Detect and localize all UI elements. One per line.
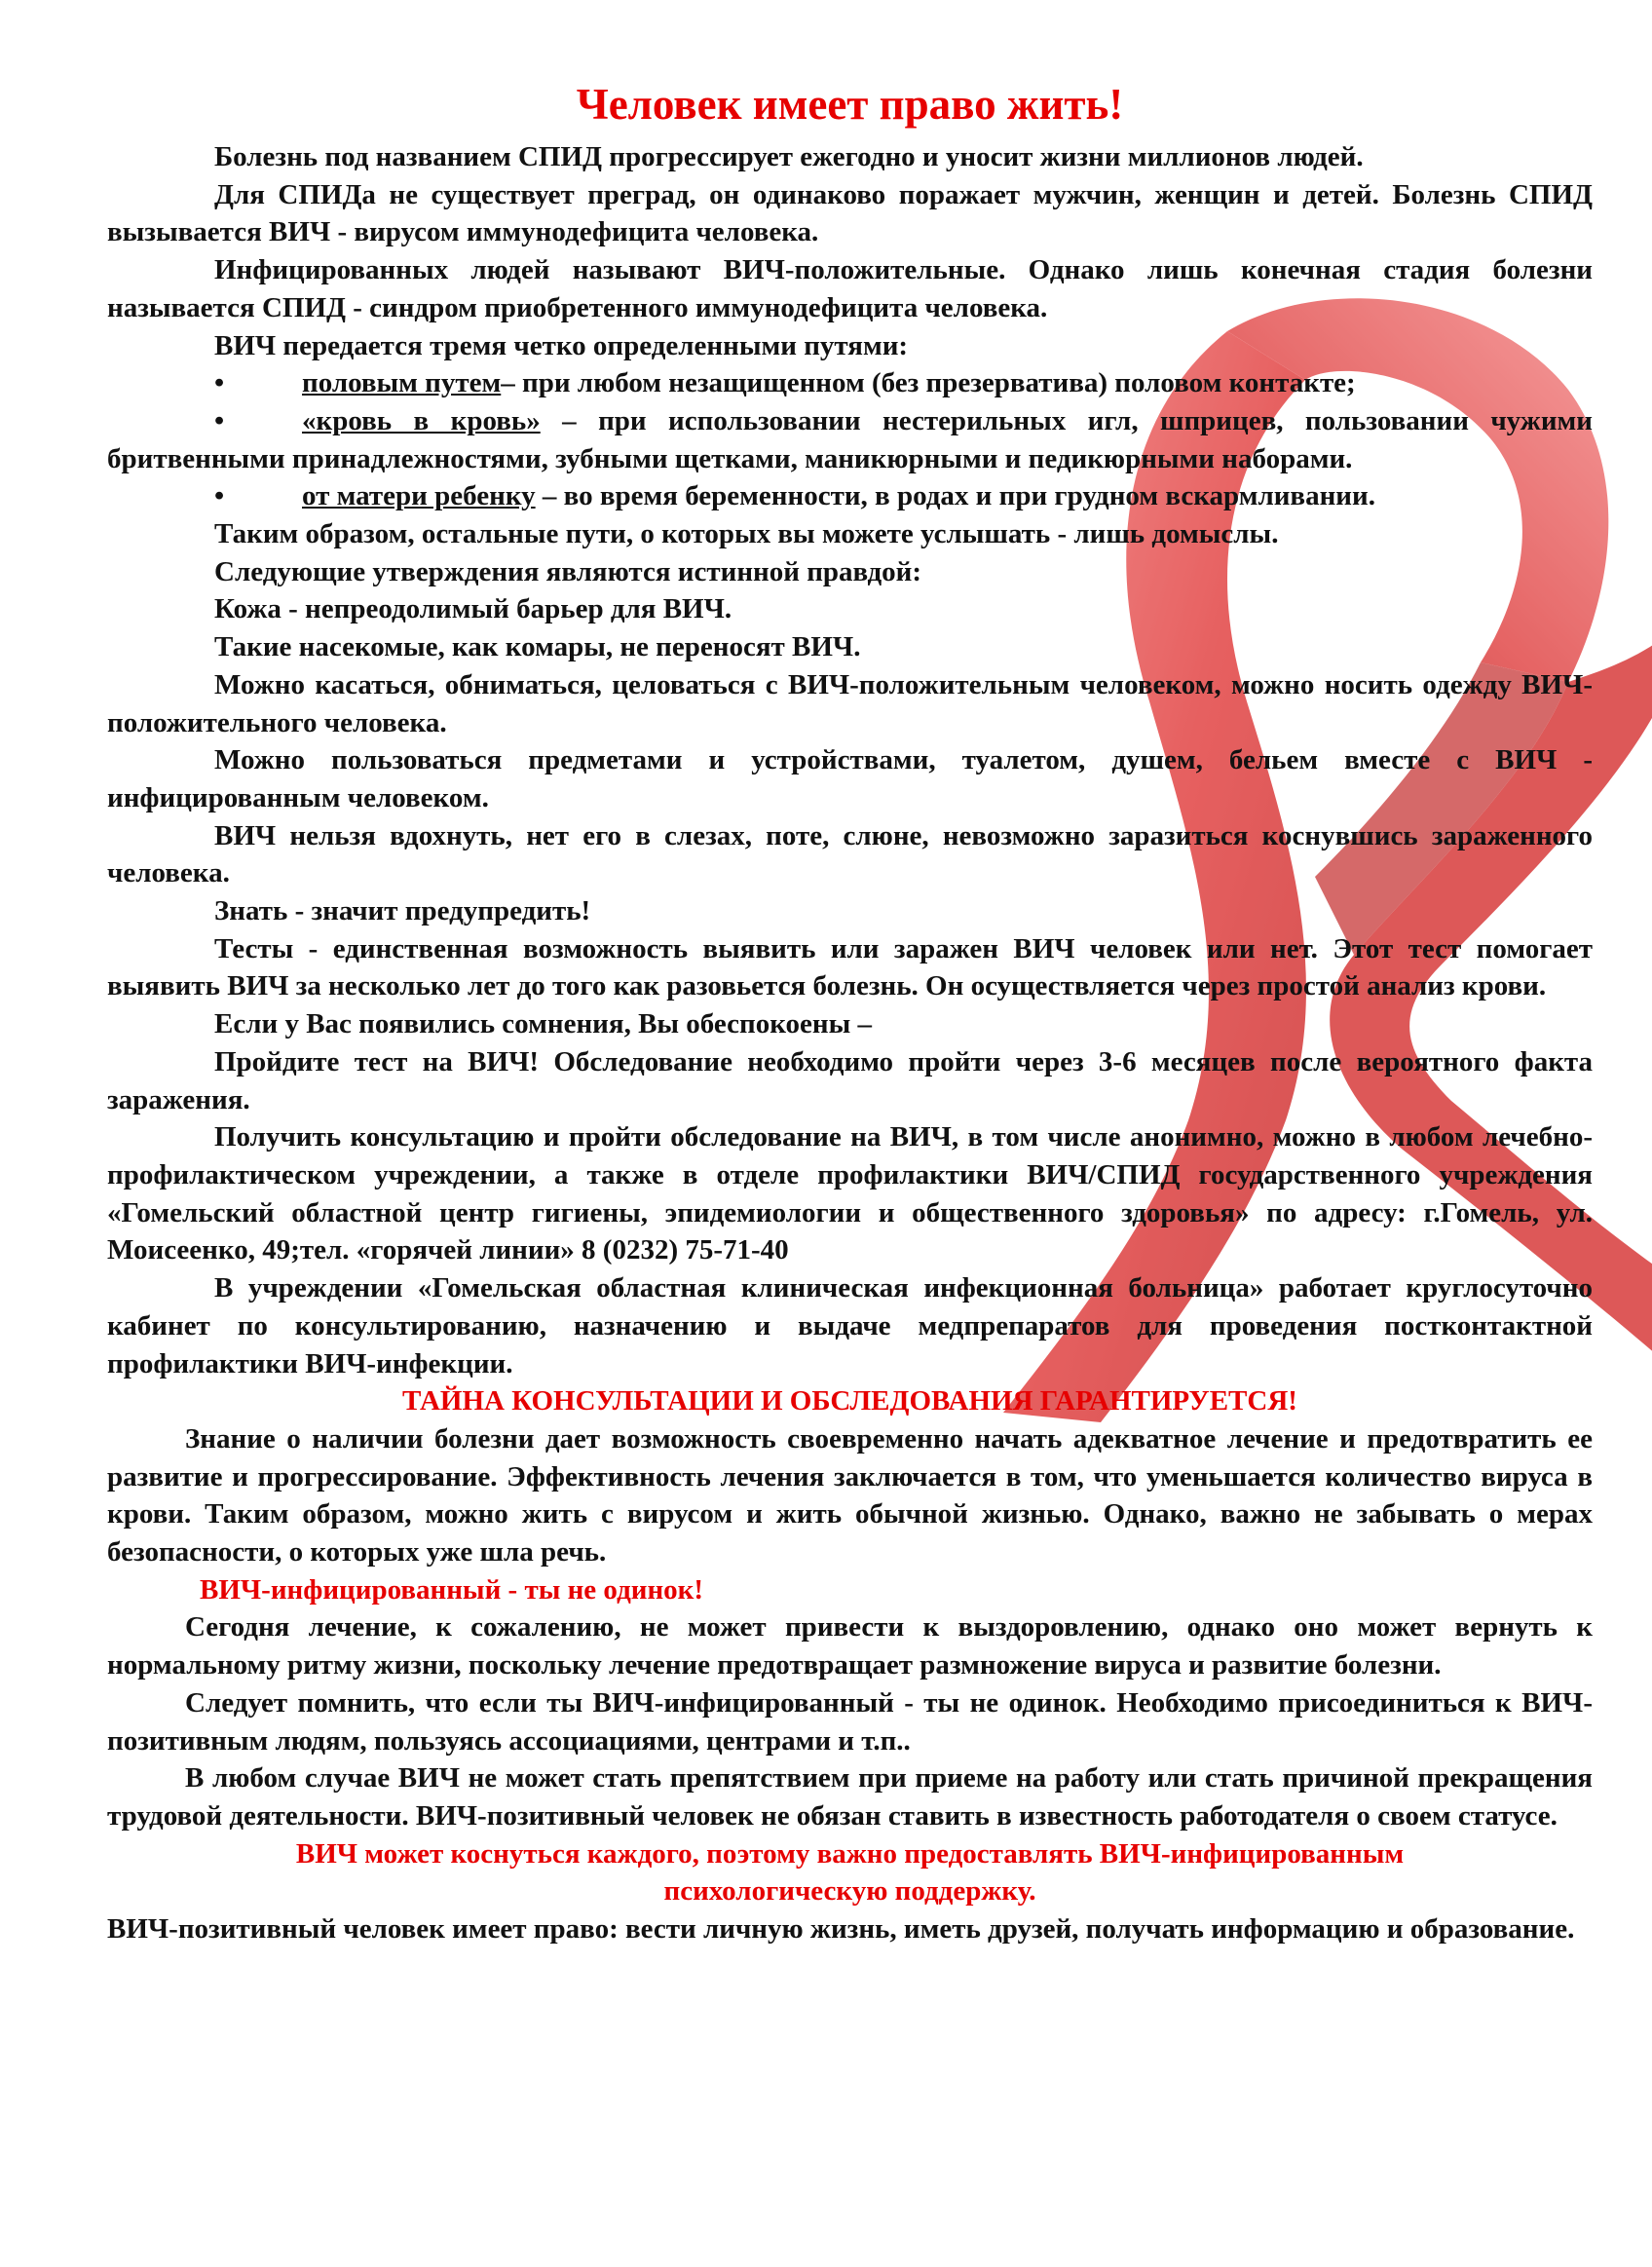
bullet-icon: •	[214, 367, 225, 399]
paragraph: ВИЧ нельзя вдохнуть, нет его в слезах, поте, слюне, невозможно заразиться коснувшись зараженного человека.	[107, 819, 1593, 889]
list-item	[107, 364, 1593, 402]
paragraph: Следует помнить, что если ты ВИЧ-инфицированный - ты не одинок. Необходимо присоединиться к ВИЧ-позитивным людям, пользуясь ассоциациями, центрами и т.п..	[107, 1686, 1593, 1757]
paragraph: Следующие утверждения являются истинной правдой:	[214, 555, 922, 587]
flyer-page	[107, 76, 1593, 1948]
page-title: Человек имеет право жить!	[576, 80, 1124, 129]
paragraph: Болезнь под названием СПИД прогрессирует ежегодно и уносит жизни миллионов людей.	[214, 141, 1364, 172]
paragraph: Можно касаться, обниматься, целоваться с ВИЧ-положительным человеком, можно носить одежду ВИЧ-положительного человека.	[107, 668, 1593, 738]
paragraph: Сегодня лечение, к сожалению, не может привести к выздоровлению, однако оно может вернуть к нормальному ритму жизни, поскольку лечение предотвращает размножение вируса и развитие болезни.	[107, 1611, 1593, 1681]
paragraph: Если у Вас появились сомнения, Вы обеспокоены –	[214, 1008, 873, 1040]
bullet-lead: «кровь в кровь»	[302, 404, 541, 436]
guarantee-heading: ТАЙНА КОНСУЛЬТАЦИИ И ОБСЛЕДОВАНИЯ ГАРАНТИРУЕТСЯ!	[402, 1385, 1297, 1417]
list-item-text	[302, 477, 1375, 515]
not-alone-heading: ВИЧ-инфицированный - ты не одинок!	[200, 1573, 704, 1606]
support-heading-line-2: психологическую поддержку.	[663, 1875, 1036, 1908]
final-paragraph: ВИЧ-позитивный человек имеет право: вести личную жизнь, иметь друзей, получать информацию и образование.	[107, 1913, 1575, 1946]
paragraph: Такие насекомые, как комары, не переносят ВИЧ.	[214, 631, 861, 663]
paragraph: Получить консультацию и пройти обследование на ВИЧ, в том числе анонимно, можно в любом лечебно-профилактическом учреждении, а также в отделе профилактики ВИЧ/СПИД государственного учреждения «Гомельский областной центр гигиены, эпидемиологии и общественного здоровья» по адресу: г.Гомель, ул. Моисеенко, 49;тел. «горячей линии» 8 (0232) 75-71-40	[107, 1121, 1593, 1266]
paragraph: Пройдите тест на ВИЧ! Обследование необходимо пройти через 3-6 месяцев после вероятного факта заражения.	[107, 1045, 1593, 1115]
bullet-text: – во время беременности, в родах и при грудном вскармливании.	[535, 480, 1375, 512]
paragraph: Инфицированных людей называют ВИЧ-положительные. Однако лишь конечная стадия болезни называется СПИД - синдром приобретенного иммунодефицита человека.	[107, 254, 1593, 323]
list-item	[107, 402, 1593, 477]
bullet-icon: •	[214, 404, 225, 436]
paragraph: Знание о наличии болезни дает возможность своевременно начать адекватное лечение и предотвратить ее развитие и прогрессирование. Эффективность лечения заключается в том, что уменьшается количество вируса в крови. Таким образом, можно жить с вирусом и жить обычной жизнью. Однако, важно не забывать о мерах безопасности, о которых уже шла речь.	[107, 1422, 1593, 1568]
bullet-text: – при использовании нестерильных игл, шприцев, пользовании чужими бритвенными принадлежностями, зубными щетками, маникюрными и педикюрными наборами.	[107, 404, 1593, 474]
paragraph: Для СПИДа не существует преград, он одинаково поражает мужчин, женщин и детей. Болезнь СПИД вызывается ВИЧ - вирусом иммунодефицита человека.	[107, 178, 1593, 248]
paragraph: Таким образом, остальные пути, о которых вы можете услышать - лишь домыслы.	[214, 518, 1279, 550]
paragraph: В учреждении «Гомельская областная клиническая инфекционная больница» работает круглосуточно кабинет по консультированию, назначению и выдаче медпрепаратов для проведения постконтактной профилактики ВИЧ-инфекции.	[107, 1272, 1593, 1379]
paragraph: Кожа - непреодолимый барьер для ВИЧ.	[214, 593, 732, 625]
paragraph: Можно пользоваться предметами и устройствами, туалетом, душем, бельем вместе с ВИЧ - инфицированным человеком.	[107, 744, 1593, 813]
paragraph: ВИЧ передается тремя четко определенными путями:	[214, 329, 909, 361]
paragraph: Тесты - единственная возможность выявить или заражен ВИЧ человек или нет. Этот тест помогает выявить ВИЧ за несколько лет до того как разовьется болезнь. Он осуществляется через простой анализ крови.	[107, 932, 1593, 1002]
paragraph: В любом случае ВИЧ не может стать препятствием при приеме на работу или стать причиной прекращения трудовой деятельности. ВИЧ-позитивный человек не обязан ставить в известность работодателя о своем статусе.	[107, 1762, 1593, 1832]
paragraph: Знать - значит предупредить!	[214, 895, 591, 927]
list-item	[107, 477, 1593, 515]
bullet-icon: •	[214, 480, 225, 512]
bullet-lead: от матери ребенку	[302, 480, 536, 512]
support-heading-line-1: ВИЧ может коснуться каждого, поэтому важно предоставлять ВИЧ-инфицированным	[295, 1837, 1405, 1870]
list-item-text	[302, 364, 1356, 402]
bullet-text: – при любом незащищенном (без презерватива) половом контакте;	[501, 367, 1356, 399]
bullet-lead: половым путем	[302, 367, 502, 399]
